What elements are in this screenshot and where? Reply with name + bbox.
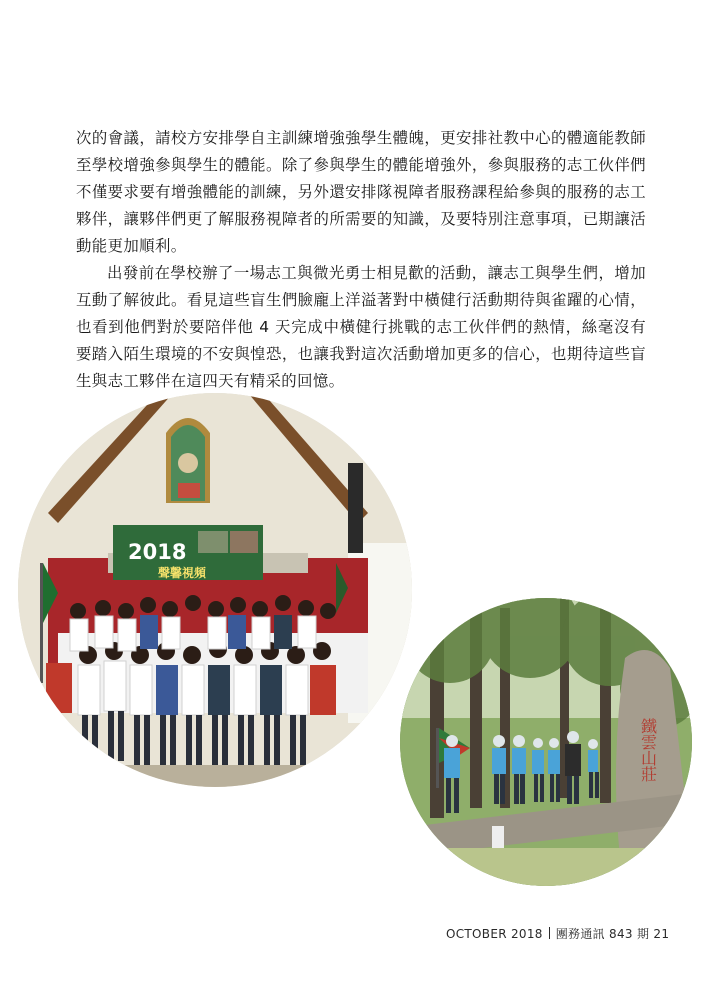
trail-photo-illustration <box>400 598 692 886</box>
group-photo-illustration <box>18 393 412 787</box>
footer-publication: 團務通訊 843 期 <box>555 927 650 941</box>
paragraph-2: 出發前在學校辦了一場志工與微光勇士相見歡的活動，讓志工與學生們，增加互動了解彼此。看見這些盲生們臉龐上洋溢著對中橫健行活動期待與雀躍的心情，也看到他們對於要陪伴他 4 天完成中橫健行挑戰的志工伙伴們的熱情，絲毫沒有要踏入陌生環境的不安與惶恐，也讓我對這次活動增加更多的信心，也期待這些盲生與志工夥伴在這四天有精采的回憶。 <box>76 264 646 390</box>
stone-inscription: 鐵雲山莊 <box>638 718 658 782</box>
page-footer <box>446 925 670 942</box>
footer-issue-date: OCTOBER 2018 <box>446 927 543 941</box>
article-body <box>76 125 646 395</box>
trail-hike-photo <box>400 598 692 886</box>
footer-divider <box>549 927 550 939</box>
group-photo-hall <box>18 393 412 787</box>
banner-year: 2018 <box>128 540 187 564</box>
paragraph-1: 次的會議，請校方安排學自主訓練增強強學生體魄，更安排社教中心的體適能教師至學校增強參與學生的體能。除了參與學生的體能增強外，參與服務的志工伙伴們不僅要求要有增強體能的訓練，另外還安排隊視障者服務課程給參與的服務的志工夥伴，讓夥伴們更了解服務視障者的所需要的知識，及要特別注意事項，已期讓活動能更加順利。 <box>76 129 646 255</box>
banner-text: 聲馨視頻 <box>158 566 207 580</box>
page-number: 21 <box>653 927 670 941</box>
